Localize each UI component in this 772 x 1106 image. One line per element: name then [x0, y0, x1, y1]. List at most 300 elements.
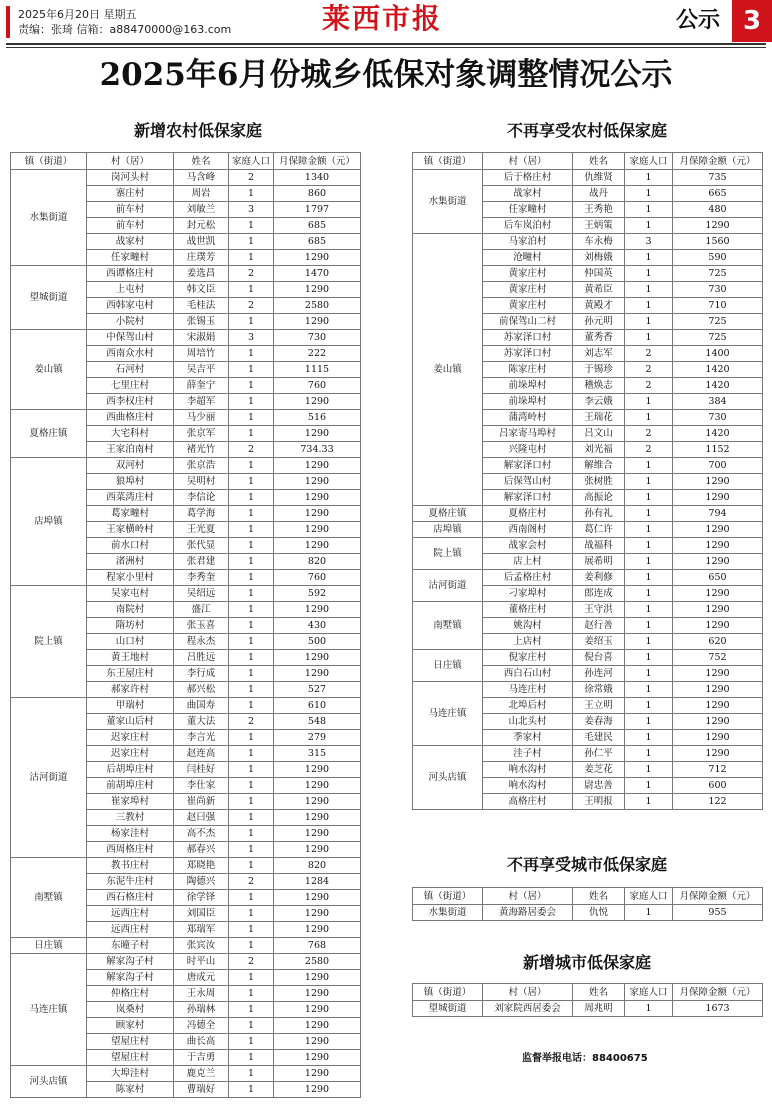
town-cell: 日庄镇: [11, 938, 87, 954]
household-size-cell: 1: [229, 410, 274, 426]
monthly-amount-cell: 734.33: [274, 442, 361, 458]
monthly-amount-cell: 820: [274, 858, 361, 874]
village-cell: 苏家泽口村: [483, 346, 573, 362]
household-size-cell: 1: [625, 250, 673, 266]
column-header: 村（居）: [483, 888, 573, 905]
village-cell: 大埠洼村: [87, 1066, 174, 1082]
household-size-cell: 1: [625, 522, 673, 538]
column-header: 姓名: [573, 153, 625, 170]
monthly-amount-cell: 794: [673, 506, 763, 522]
table-row: [11, 330, 361, 346]
village-cell: 顾家村: [87, 1018, 174, 1034]
town-cell: 水集街道: [413, 905, 483, 921]
household-size-cell: 1: [625, 186, 673, 202]
household-size-cell: 2: [625, 346, 673, 362]
village-cell: 北埠后村: [483, 698, 573, 714]
village-cell: 西李权庄村: [87, 394, 174, 410]
monthly-amount-cell: 665: [673, 186, 763, 202]
household-size-cell: 2: [625, 378, 673, 394]
household-size-cell: 1: [229, 458, 274, 474]
name-cell: 徐学铎: [174, 890, 229, 906]
table-row: [413, 538, 763, 554]
name-cell: 孙有礼: [573, 506, 625, 522]
name-cell: 曲长高: [174, 1034, 229, 1050]
table-row: [413, 522, 763, 538]
column-header: 家庭人口: [229, 153, 274, 170]
monthly-amount-cell: 1290: [274, 314, 361, 330]
town-cell: 望城街道: [11, 266, 87, 330]
name-cell: 仲国英: [573, 266, 625, 282]
town-cell: 店埠镇: [11, 458, 87, 586]
name-cell: 赵行善: [573, 618, 625, 634]
village-cell: 后胡埠庄村: [87, 762, 174, 778]
name-cell: 战世凯: [174, 234, 229, 250]
village-cell: 后车岚泊村: [483, 218, 573, 234]
name-cell: 庄璞芳: [174, 250, 229, 266]
household-size-cell: 1: [229, 474, 274, 490]
village-cell: 后保驾山村: [483, 474, 573, 490]
table-row: [11, 698, 361, 714]
monthly-amount-cell: 1420: [673, 362, 763, 378]
household-size-cell: 1: [625, 762, 673, 778]
village-cell: 黄海路居委会: [483, 905, 573, 921]
name-cell: 刘志军: [573, 346, 625, 362]
household-size-cell: 1: [229, 1034, 274, 1050]
name-cell: 张树胜: [573, 474, 625, 490]
village-cell: 葛家疃村: [87, 506, 174, 522]
name-cell: 郑瑞军: [174, 922, 229, 938]
table-row: [11, 266, 361, 282]
table-row: [11, 458, 361, 474]
town-cell: 望城街道: [413, 1001, 483, 1017]
name-cell: 周培竹: [174, 346, 229, 362]
village-cell: 山北头村: [483, 714, 573, 730]
column-header: 村（居）: [483, 984, 573, 1001]
monthly-amount-cell: 712: [673, 762, 763, 778]
monthly-amount-cell: 1290: [274, 890, 361, 906]
village-cell: 刁家埠村: [483, 586, 573, 602]
monthly-amount-cell: 315: [274, 746, 361, 762]
editor-info: 责编：张琦 信箱：a88470000@163.com: [18, 23, 232, 36]
name-cell: 解维合: [573, 458, 625, 474]
monthly-amount-cell: 1290: [274, 1018, 361, 1034]
town-cell: 沽河街道: [11, 698, 87, 858]
village-cell: 马连庄村: [483, 682, 573, 698]
village-cell: 寨庄村: [87, 186, 174, 202]
household-size-cell: 1: [625, 682, 673, 698]
table-row: [413, 682, 763, 698]
header-rule: [6, 43, 766, 45]
name-cell: 吴明村: [174, 474, 229, 490]
village-cell: 刘家院西居委会: [483, 1001, 573, 1017]
monthly-amount-cell: 1290: [274, 970, 361, 986]
village-cell: 上屯村: [87, 282, 174, 298]
village-cell: 解家沟子村: [87, 970, 174, 986]
monthly-amount-cell: 1290: [673, 666, 763, 682]
monthly-amount-cell: 1290: [673, 554, 763, 570]
household-size-cell: 2: [625, 442, 673, 458]
monthly-amount-cell: 685: [274, 234, 361, 250]
column-header: 姓名: [174, 153, 229, 170]
table-row: [11, 954, 361, 970]
town-cell: 姜山镇: [11, 330, 87, 410]
monthly-amount-cell: 1115: [274, 362, 361, 378]
name-cell: 周兆明: [573, 1001, 625, 1017]
household-size-cell: 1: [229, 906, 274, 922]
household-size-cell: 1: [229, 826, 274, 842]
monthly-amount-cell: 1290: [274, 906, 361, 922]
village-cell: 渚洲村: [87, 554, 174, 570]
heading-removed-urban: 不再享受城市低保家庭: [506, 855, 667, 874]
household-size-cell: 1: [229, 362, 274, 378]
monthly-amount-cell: 1290: [274, 522, 361, 538]
name-cell: 尉忠善: [573, 778, 625, 794]
monthly-amount-cell: 1290: [274, 506, 361, 522]
heading-new-rural: 新增农村低保家庭: [133, 121, 262, 140]
monthly-amount-cell: 279: [274, 730, 361, 746]
household-size-cell: 2: [625, 426, 673, 442]
household-size-cell: 1: [625, 474, 673, 490]
name-cell: 郎连成: [573, 586, 625, 602]
page-number: 3: [732, 0, 772, 42]
monthly-amount-cell: 548: [274, 714, 361, 730]
monthly-amount-cell: 2580: [274, 298, 361, 314]
village-cell: 西白石山村: [483, 666, 573, 682]
village-cell: 洼子村: [483, 746, 573, 762]
column-header: 月保障金额（元）: [274, 153, 361, 170]
monthly-amount-cell: 725: [673, 266, 763, 282]
monthly-amount-cell: 1420: [673, 378, 763, 394]
household-size-cell: 1: [229, 666, 274, 682]
column-header: 月保障金额（元）: [673, 153, 763, 170]
household-size-cell: 1: [229, 762, 274, 778]
monthly-amount-cell: 1420: [673, 426, 763, 442]
household-size-cell: 1: [229, 858, 274, 874]
monthly-amount-cell: 730: [274, 330, 361, 346]
village-cell: 双河村: [87, 458, 174, 474]
table-row: [413, 602, 763, 618]
village-cell: 战家村: [87, 234, 174, 250]
monthly-amount-cell: 1290: [274, 794, 361, 810]
name-cell: 黄希臣: [573, 282, 625, 298]
village-cell: 前垛埠村: [483, 394, 573, 410]
name-cell: 曲国寿: [174, 698, 229, 714]
household-size-cell: 1: [229, 586, 274, 602]
table-row: [413, 234, 763, 250]
town-cell: 店埠镇: [413, 522, 483, 538]
name-cell: 仇悦: [573, 905, 625, 921]
household-size-cell: 2: [229, 714, 274, 730]
household-size-cell: 1: [625, 1001, 673, 1017]
monthly-amount-cell: 1560: [673, 234, 763, 250]
village-cell: 望屋庄村: [87, 1034, 174, 1050]
village-cell: 大宅科村: [87, 426, 174, 442]
village-cell: 前保驾山二村: [483, 314, 573, 330]
name-cell: 葛仁许: [573, 522, 625, 538]
household-size-cell: 1: [229, 890, 274, 906]
monthly-amount-cell: 1290: [274, 458, 361, 474]
monthly-amount-cell: 610: [274, 698, 361, 714]
monthly-amount-cell: 1470: [274, 266, 361, 282]
monthly-amount-cell: 1290: [274, 842, 361, 858]
household-size-cell: 2: [625, 362, 673, 378]
monthly-amount-cell: 1290: [274, 986, 361, 1002]
household-size-cell: 1: [625, 282, 673, 298]
table-row: [413, 570, 763, 586]
monthly-amount-cell: 1290: [673, 730, 763, 746]
name-cell: 马少丽: [174, 410, 229, 426]
town-cell: 院上镇: [413, 538, 483, 570]
household-size-cell: 1: [625, 218, 673, 234]
village-cell: 后孟格庄村: [483, 570, 573, 586]
village-cell: 岚桑村: [87, 1002, 174, 1018]
monthly-amount-cell: 1797: [274, 202, 361, 218]
name-cell: 赵连高: [174, 746, 229, 762]
village-cell: 夏格庄村: [483, 506, 573, 522]
village-cell: 解家沟子村: [87, 954, 174, 970]
household-size-cell: 1: [229, 538, 274, 554]
name-cell: 薛奎宁: [174, 378, 229, 394]
name-cell: 吴绍远: [174, 586, 229, 602]
village-cell: 董格庄村: [483, 602, 573, 618]
column-header: 姓名: [573, 888, 625, 905]
household-size-cell: 2: [229, 442, 274, 458]
village-cell: 黄家庄村: [483, 282, 573, 298]
page-header: [0, 0, 772, 42]
name-cell: 毛建民: [573, 730, 625, 746]
village-cell: 前胡埠庄村: [87, 778, 174, 794]
town-cell: 夏格庄镇: [413, 506, 483, 522]
name-cell: 孙元明: [573, 314, 625, 330]
name-cell: 吴吉平: [174, 362, 229, 378]
household-size-cell: 1: [625, 410, 673, 426]
village-cell: 倪家庄村: [483, 650, 573, 666]
name-cell: 郝春兴: [174, 842, 229, 858]
table-row: [11, 410, 361, 426]
monthly-amount-cell: 222: [274, 346, 361, 362]
household-size-cell: 1: [229, 746, 274, 762]
monthly-amount-cell: 725: [673, 314, 763, 330]
table-header-row: [413, 888, 763, 905]
household-size-cell: 1: [229, 234, 274, 250]
village-cell: 西谭格庄村: [87, 266, 174, 282]
header-rule-thin: [6, 47, 766, 48]
household-size-cell: 2: [229, 298, 274, 314]
monthly-amount-cell: 1290: [274, 1066, 361, 1082]
monthly-amount-cell: 620: [673, 634, 763, 650]
monthly-amount-cell: 1290: [673, 602, 763, 618]
household-size-cell: 1: [625, 554, 673, 570]
household-size-cell: 1: [229, 602, 274, 618]
village-cell: 甲瑞村: [87, 698, 174, 714]
name-cell: 张京浩: [174, 458, 229, 474]
village-cell: 陈家庄村: [483, 362, 573, 378]
household-size-cell: 1: [625, 458, 673, 474]
village-cell: 吴家屯村: [87, 586, 174, 602]
household-size-cell: 1: [229, 570, 274, 586]
name-cell: 孙瑞林: [174, 1002, 229, 1018]
household-size-cell: 1: [625, 634, 673, 650]
monthly-amount-cell: 1290: [673, 474, 763, 490]
household-size-cell: 1: [625, 746, 673, 762]
village-cell: 西石格庄村: [87, 890, 174, 906]
household-size-cell: 1: [229, 730, 274, 746]
monthly-amount-cell: 1290: [274, 778, 361, 794]
name-cell: 崔尚新: [174, 794, 229, 810]
name-cell: 高不杰: [174, 826, 229, 842]
village-cell: 西韩家屯村: [87, 298, 174, 314]
household-size-cell: 1: [229, 1066, 274, 1082]
monthly-amount-cell: 480: [673, 202, 763, 218]
name-cell: 李云娥: [573, 394, 625, 410]
monthly-amount-cell: 1400: [673, 346, 763, 362]
name-cell: 鹿克兰: [174, 1066, 229, 1082]
name-cell: 时平山: [174, 954, 229, 970]
village-cell: 南院村: [87, 602, 174, 618]
household-size-cell: 1: [229, 938, 274, 954]
village-cell: 战家村: [483, 186, 573, 202]
name-cell: 李超军: [174, 394, 229, 410]
name-cell: 张代显: [174, 538, 229, 554]
name-cell: 孙仁平: [573, 746, 625, 762]
monthly-amount-cell: 1290: [274, 282, 361, 298]
column-header: 家庭人口: [625, 153, 673, 170]
name-cell: 姜春海: [573, 714, 625, 730]
village-cell: 三教村: [87, 810, 174, 826]
column-header: 家庭人口: [625, 888, 673, 905]
monthly-amount-cell: 1290: [274, 426, 361, 442]
name-cell: 王炳策: [573, 218, 625, 234]
village-cell: 东泥牛庄村: [87, 874, 174, 890]
monthly-amount-cell: 1290: [673, 522, 763, 538]
household-size-cell: 1: [229, 794, 274, 810]
village-cell: 小院村: [87, 314, 174, 330]
household-size-cell: 1: [229, 650, 274, 666]
monthly-amount-cell: 955: [673, 905, 763, 921]
monthly-amount-cell: 730: [673, 282, 763, 298]
monthly-amount-cell: 1290: [673, 538, 763, 554]
table-row: [11, 858, 361, 874]
name-cell: 张京军: [174, 426, 229, 442]
household-size-cell: 1: [229, 490, 274, 506]
name-cell: 黄殿才: [573, 298, 625, 314]
name-cell: 吕文山: [573, 426, 625, 442]
household-size-cell: 1: [229, 1082, 274, 1098]
name-cell: 曹瑞好: [174, 1082, 229, 1098]
village-cell: 西曲格庄村: [87, 410, 174, 426]
village-cell: 解家泽口村: [483, 490, 573, 506]
village-cell: 教书庄村: [87, 858, 174, 874]
monthly-amount-cell: 768: [274, 938, 361, 954]
town-cell: 河头店镇: [11, 1066, 87, 1098]
town-cell: 马连庄镇: [11, 954, 87, 1066]
monthly-amount-cell: 1290: [274, 474, 361, 490]
name-cell: 张锡玉: [174, 314, 229, 330]
village-cell: 王家横岭村: [87, 522, 174, 538]
column-header: 家庭人口: [625, 984, 673, 1001]
household-size-cell: 1: [229, 1002, 274, 1018]
town-cell: 日庄镇: [413, 650, 483, 682]
name-cell: 韩文臣: [174, 282, 229, 298]
household-size-cell: 1: [229, 1018, 274, 1034]
monthly-amount-cell: 527: [274, 682, 361, 698]
household-size-cell: 1: [229, 634, 274, 650]
new-urban-table: [412, 983, 763, 1017]
column-header: 镇（街道）: [413, 888, 483, 905]
household-size-cell: 3: [625, 234, 673, 250]
name-cell: 车永梅: [573, 234, 625, 250]
village-cell: 陈家村: [87, 1082, 174, 1098]
name-cell: 郑晓艳: [174, 858, 229, 874]
monthly-amount-cell: 685: [274, 218, 361, 234]
monthly-amount-cell: 735: [673, 170, 763, 186]
name-cell: 高振论: [573, 490, 625, 506]
household-size-cell: 1: [229, 842, 274, 858]
monthly-amount-cell: 1290: [673, 698, 763, 714]
table-row: [11, 938, 361, 954]
village-cell: 蒲湾岭村: [483, 410, 573, 426]
village-cell: 战家会村: [483, 538, 573, 554]
village-cell: 石河村: [87, 362, 174, 378]
household-size-cell: 1: [229, 522, 274, 538]
household-size-cell: 1: [625, 570, 673, 586]
village-cell: 前水口村: [87, 538, 174, 554]
column-header: 月保障金额（元）: [673, 888, 763, 905]
name-cell: 毛桂法: [174, 298, 229, 314]
household-size-cell: 1: [229, 810, 274, 826]
table-header-row: [11, 153, 361, 170]
name-cell: 张玉喜: [174, 618, 229, 634]
monthly-amount-cell: 1152: [673, 442, 763, 458]
heading-removed-rural: 不再享受农村低保家庭: [506, 121, 667, 140]
village-cell: 响水沟村: [483, 778, 573, 794]
name-cell: 刘梅娥: [573, 250, 625, 266]
monthly-amount-cell: 1290: [274, 762, 361, 778]
village-cell: 迟家庄村: [87, 730, 174, 746]
town-cell: 夏格庄镇: [11, 410, 87, 458]
town-cell: 河头店镇: [413, 746, 483, 810]
header-meta: [18, 7, 231, 37]
household-size-cell: 1: [625, 202, 673, 218]
monthly-amount-cell: 1290: [673, 618, 763, 634]
village-cell: 西南阁村: [483, 522, 573, 538]
name-cell: 封元松: [174, 218, 229, 234]
column-header: 村（居）: [87, 153, 174, 170]
table-row: [413, 506, 763, 522]
monthly-amount-cell: 1290: [274, 538, 361, 554]
table-row: [11, 586, 361, 602]
monthly-amount-cell: 1290: [274, 394, 361, 410]
monthly-amount-cell: 1290: [274, 826, 361, 842]
name-cell: 徐常娥: [573, 682, 625, 698]
section-label: 公示: [676, 8, 721, 33]
name-cell: 陶德兴: [174, 874, 229, 890]
name-cell: 展希明: [573, 554, 625, 570]
village-cell: 任家疃村: [87, 250, 174, 266]
village-cell: 黄家庄村: [483, 266, 573, 282]
monthly-amount-cell: 1290: [274, 810, 361, 826]
household-size-cell: 1: [229, 618, 274, 634]
monthly-amount-cell: 1290: [673, 746, 763, 762]
name-cell: 王光夏: [174, 522, 229, 538]
village-cell: 前车村: [87, 202, 174, 218]
name-cell: 倪台喜: [573, 650, 625, 666]
name-cell: 战福科: [573, 538, 625, 554]
monthly-amount-cell: 1673: [673, 1001, 763, 1017]
village-cell: 响水沟村: [483, 762, 573, 778]
village-cell: 季家村: [483, 730, 573, 746]
name-cell: 盛江: [174, 602, 229, 618]
